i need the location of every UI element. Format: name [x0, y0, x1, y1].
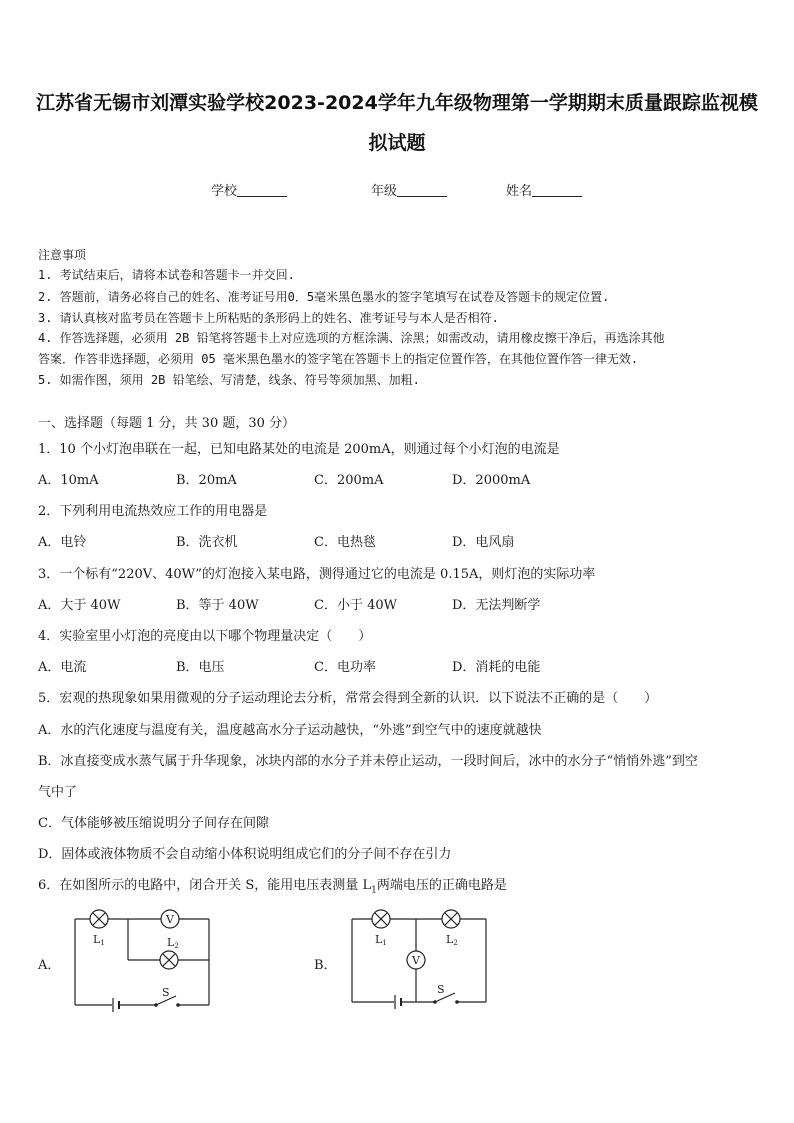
- note-item: 4. 作答选择题，必须用 2B 铅笔将答题卡上对应选项的方框涂满、涂黑；如需改动，请用橡皮擦干净后，再选涂其他: [38, 331, 665, 345]
- q2-option-a: A．电铃: [38, 535, 87, 550]
- q4-option-d: D．消耗的电能: [452, 660, 541, 675]
- lamp-l1-icon: [90, 910, 108, 928]
- q4-option-b: B．电压: [176, 660, 225, 675]
- lamp-l1-label: L1: [375, 933, 387, 947]
- lamp-l1-icon: [372, 910, 390, 928]
- q5-option-a: A．水的汽化速度与温度有关，温度越高水分子运动越快，“外逃”到空气中的速度就越快: [38, 723, 542, 738]
- switch-label: S: [437, 983, 445, 996]
- note-item: 1. 考试结束后，请将本试卷和答题卡一并交回.: [38, 268, 295, 282]
- notes-heading: 注意事项: [38, 248, 87, 262]
- lamp-l2-label: L2: [446, 933, 458, 947]
- question-2-stem: 2．下列利用电流热效应工作的用电器是: [38, 504, 268, 519]
- q4-option-c: C．电功率: [314, 660, 376, 675]
- q1-option-b: B．20mA: [176, 473, 237, 488]
- q1-option-a: A．10mA: [38, 473, 99, 488]
- title-line-1: 江苏省无锡市刘潭实验学校2023-2024学年九年级物理第一学期期末质量跟踪监视模: [36, 92, 758, 114]
- q3-option-b: B．等于 40W: [176, 598, 259, 613]
- lamp-l2-icon: [442, 910, 460, 928]
- voltmeter-label: V: [412, 954, 420, 967]
- q2-option-b: B．洗衣机: [176, 535, 238, 550]
- school-label: 学校: [211, 184, 238, 199]
- q2-option-c: C．电热毯: [314, 535, 376, 550]
- switch-contact: [154, 1003, 158, 1007]
- section-heading: 一、选择题（每题 1 分，共 30 题，30 分）: [38, 416, 296, 431]
- question-3-stem: 3．一个标有“220V、40W”的灯泡接入某电路，测得通过它的电流是 0.15A，则灯泡的实际功率: [38, 567, 596, 582]
- q5-option-d: D．固体或液体物质不会自动缩小体积说明组成它们的分子间不存在引力: [38, 847, 452, 862]
- question-1-stem: 1．10 个小灯泡串联在一起，已知电路某处的电流是 200mA，则通过每个小灯泡的电流是: [38, 442, 560, 457]
- q4-option-a: A．电流: [38, 660, 87, 675]
- note-item: 2. 答题前，请务必将自己的姓名、准考证号用0．5毫米黑色墨水的签字笔填写在试卷及答题卡的规定位置.: [38, 290, 610, 304]
- lamp-l2-label: L2: [167, 936, 179, 950]
- question-5-stem: 5．宏观的热现象如果用微观的分子运动理论去分析，常常会得到全新的认识．以下说法不正确的是（ ）: [38, 691, 658, 706]
- q6-option-a-label: A．: [38, 958, 61, 973]
- switch-contact: [433, 1000, 437, 1004]
- q1-option-d: D．2000mA: [452, 473, 531, 488]
- note-item: 答案．作答非选择题，必须用 05 毫米黑色墨水的签字笔在答题卡上的指定位置作答，在其他位置作答一律无效.: [38, 352, 639, 366]
- voltmeter-label: V: [166, 913, 174, 926]
- q1-option-c: C．200mA: [314, 473, 384, 488]
- note-item: 3. 请认真核对监考员在答题卡上所粘贴的条形码上的姓名、准考证号与本人是否相符.: [38, 311, 499, 325]
- grade-field: [371, 180, 447, 199]
- circuit-diagram-b: [345, 905, 495, 1013]
- circuit-diagram-a: [68, 905, 218, 1013]
- switch-contact: [176, 1003, 180, 1007]
- name-field: [506, 180, 582, 199]
- q3-option-a: A．大于 40W: [38, 598, 121, 613]
- name-blank: [532, 183, 582, 197]
- q5-option-c: C．气体能够被压缩说明分子间存在间隙: [38, 816, 269, 831]
- grade-blank: [397, 183, 447, 197]
- school-blank: [237, 183, 287, 197]
- question-6-stem: 6．在如图所示的电路中，闭合开关 S，能用电压表测量 $L_1$两端电压的正确电路是: [38, 878, 507, 896]
- lamp-l1-label: L1: [93, 933, 105, 947]
- note-item: 5. 如需作图，须用 2B 铅笔绘、写清楚，线条、符号等须加黑、加粗.: [38, 373, 420, 387]
- question-4-stem: 4．实验室里小灯泡的亮度由以下哪个物理量决定（ ）: [38, 629, 372, 644]
- title-line-2: 拟试题: [368, 132, 426, 154]
- q5-option-b: B．冰直接变成水蒸气属于升华现象，冰块内部的水分子并未停止运动，一段时间后，冰中的水分子“悄悄外逃”到空: [38, 754, 698, 769]
- battery-icon: [113, 998, 119, 1012]
- grade-label: 年级: [371, 184, 398, 199]
- q5-option-b-continued: 气中了: [38, 785, 78, 800]
- name-label: 姓名: [506, 184, 533, 199]
- lamp-l2-icon: [160, 951, 178, 969]
- switch-contact: [455, 1000, 459, 1004]
- school-field: [211, 180, 287, 199]
- q3-option-c: C．小于 40W: [314, 598, 397, 613]
- q3-option-d: D．无法判断学: [452, 598, 541, 613]
- battery-icon: [395, 995, 401, 1009]
- q2-option-d: D．电风扇: [452, 535, 515, 550]
- switch-label: S: [162, 986, 170, 999]
- q6-option-b-label: B．: [314, 958, 337, 973]
